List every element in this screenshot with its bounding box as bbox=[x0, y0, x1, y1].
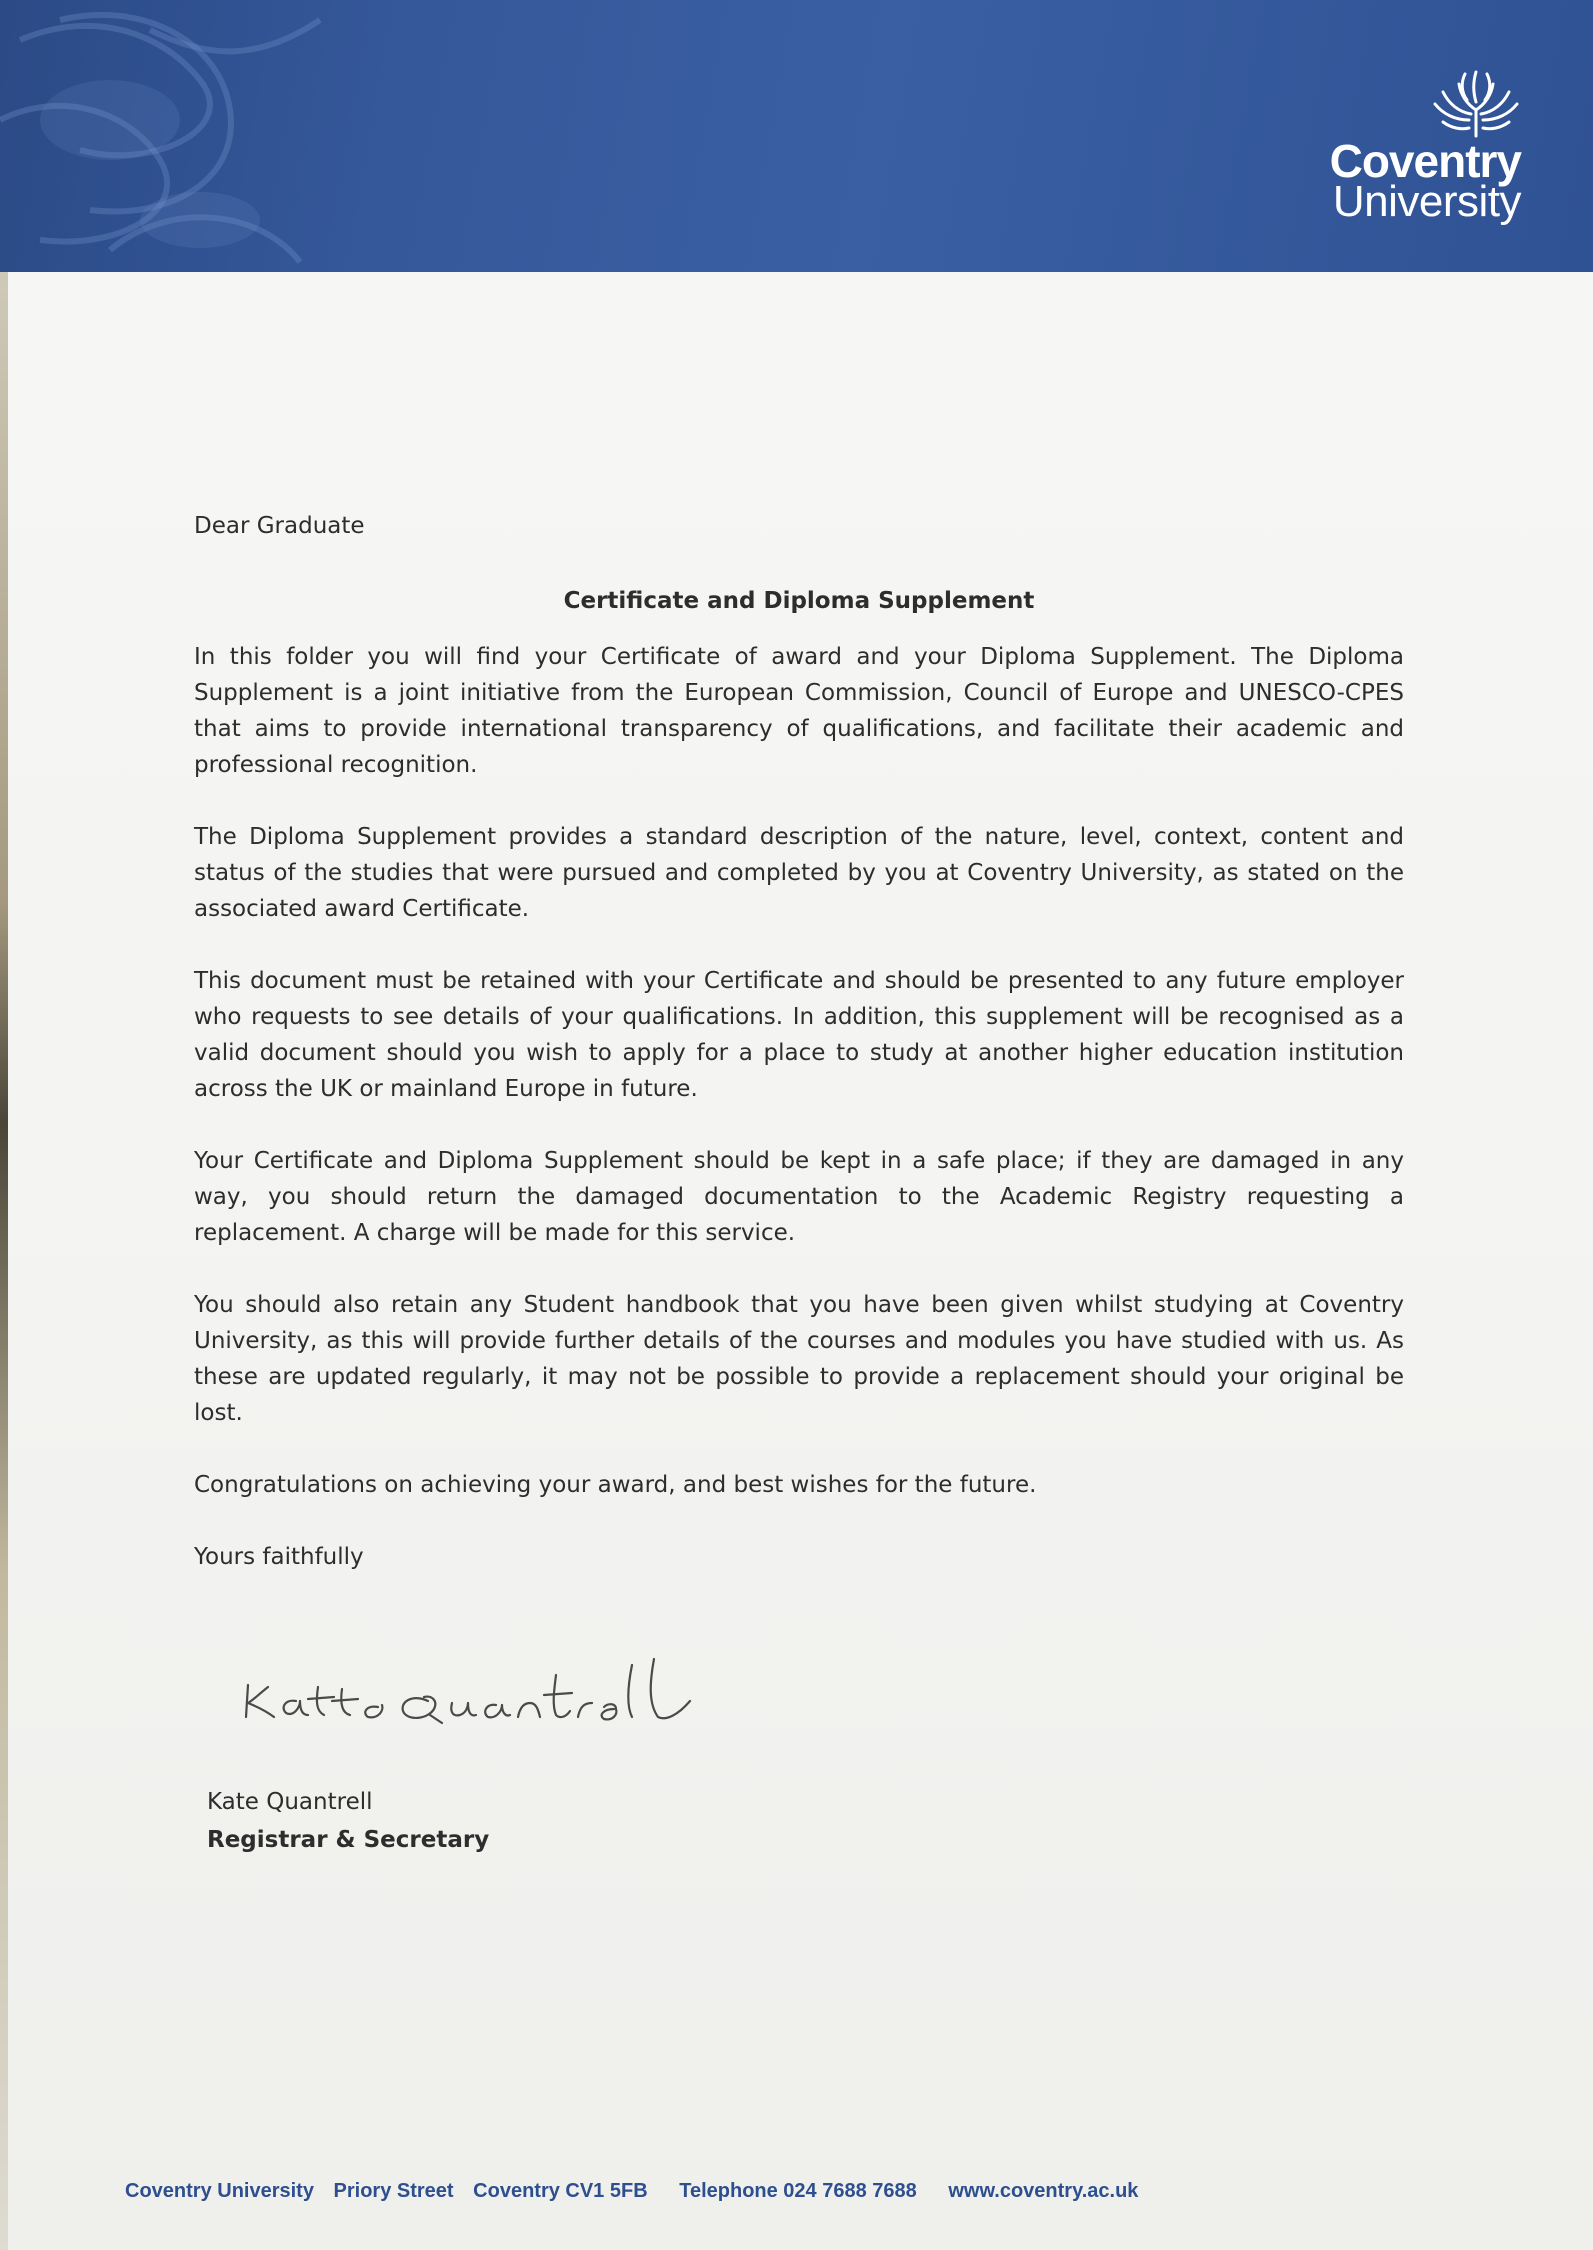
signatory-block bbox=[207, 1783, 489, 1859]
coventry-university-logo bbox=[1281, 70, 1521, 240]
salutation: Dear Graduate bbox=[194, 513, 365, 539]
signatory-name: Kate Quantrell bbox=[207, 1789, 373, 1815]
closing-line: Yours faithfully bbox=[194, 1544, 364, 1570]
footer-street: Priory Street bbox=[333, 2180, 454, 2202]
phoenix-emblem-icon bbox=[1431, 70, 1521, 142]
letterhead-footer bbox=[125, 2180, 1325, 2203]
signatory-title: Registrar & Secretary bbox=[207, 1827, 490, 1853]
logo-wordmark-university: University bbox=[1332, 177, 1521, 226]
letterhead-banner bbox=[0, 0, 1593, 272]
footer-city: Coventry CV1 5FB bbox=[473, 2180, 648, 2202]
paragraph-handbook: You should also retain any Student handbook that you have been given whilst studying at Coventry University, as this will provide further details of the courses and modules you have studied with us. As these are updated regularly, it may not be possible to provide a replacement should your original be lost. bbox=[194, 1292, 1404, 1426]
page-edge-shadow bbox=[0, 0, 8, 2250]
footer-telephone: Telephone 024 7688 7688 bbox=[679, 2180, 917, 2202]
logo-wordmark-coventry: Coventry bbox=[1329, 135, 1521, 187]
paragraph-safekeeping: Your Certificate and Diploma Supplement should be kept in a safe place; if they are damaged in any way, you should return the damaged documentation to the Academic Registry requesting a replacement. A charge will be made for this service. bbox=[194, 1148, 1404, 1246]
footer-organisation: Coventry University bbox=[125, 2180, 314, 2202]
paragraph-description: The Diploma Supplement provides a standard description of the nature, level, context, content and status of the studies that were pursued and completed by you at Coventry University, as stated on the associated award Certificate. bbox=[194, 824, 1404, 922]
footer-website[interactable]: www.coventry.ac.uk bbox=[948, 2180, 1139, 2202]
paragraph-intro: In this folder you will find your Certificate of award and your Diploma Supplement. The Diploma Supplement is a joint initiative from the European Commission, Council of Europe and UNESCO-CPES that aims to provide international transparency of qualifications, and facilitate their academic and professional recognition. bbox=[194, 644, 1404, 778]
congratulations-line: Congratulations on achieving your award, and best wishes for the future. bbox=[194, 1472, 1037, 1498]
letter-heading: Certificate and Diploma Supplement bbox=[563, 588, 1035, 614]
handwritten-signature bbox=[238, 1645, 698, 1735]
letter-body bbox=[194, 508, 1404, 1611]
paragraph-retention: This document must be retained with your Certificate and should be presented to any future employer who requests to see details of your qualifications. In addition, this supplement will be recognised as a valid document should you wish to apply for a place to study at another higher education institution across the UK or mainland Europe in future. bbox=[194, 968, 1404, 1102]
